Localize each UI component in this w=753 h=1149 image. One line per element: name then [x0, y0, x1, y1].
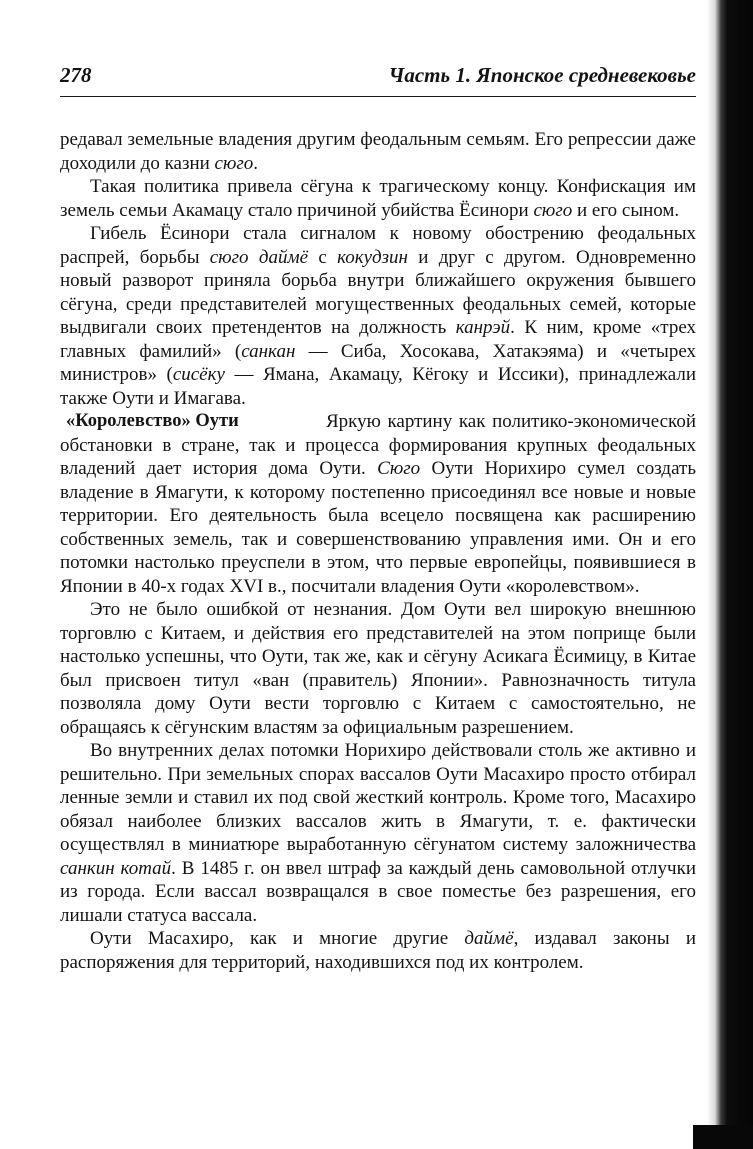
- page-body: [60, 128, 696, 974]
- scan-corner-shadow: [693, 1125, 753, 1149]
- paragraph-3: Гибель Ёсинори стала сигналом к новому обострению феодальных распрей, борьбы сюго даймё с кокудзин и друг с другом. Одновременно новый разворот приняла борьба внутри ближайшего окружения бывшего сёгуна, среди представителей могущественных феодальных семей, которые выдвигали своих претендентов на должность канрэй. К ним, кроме «трех главных фамилий» (санкан — Сиба, Хосокава, Хатакэяма) и «четырех министров» (сисёку — Ямана, Акамацу, Кёгоку и Иссики), принадлежали также Оути и Имагава.: [60, 223, 697, 409]
- paragraph-5: Это не было ошибкой от незнания. Дом Оути вел широкую внешнюю торговлю с Китаем, и действия его представителей на этом поприще были настолько успешны, что Оути, так же, как и сёгуну Асикага Ёсимицу, в Китае был присвоен титул «ван (правитель) Японии». Равнозначность титула позволяла дому Оути вести торговлю с Китаем с самостоятельно, не обращаясь к сёгунским властям за официальным разрешением.: [60, 599, 696, 738]
- sidebar-heading: «Королевство» Оути: [66, 411, 239, 431]
- paragraph-2: Такая политика привела сёгуна к трагическому концу. Конфискация им земель семьи Акамацу стало причиной убийства Ёсинори сюго и его сыном.: [60, 176, 696, 221]
- paragraph-4: «Королевство» Оути Яркую картину как политико-экономической обстановки в стране, так и процесса формирования крупных феодальных владений дает история дома Оути. Сюго Оути Норихиро сумел создать владение в Ямагути, к которому постепенно присоединял все новые и новые территории. Его деятельность была всецело посвящена как расширению собственных земель, так и совершенствованию управления ими. Он и его потомки настолько преуспели в этом, что первые европейцы, появившиеся в Японии в 40-х годах XVI в., посчитали владения Оути «королевством».: [60, 411, 696, 597]
- paragraph-6: Во внутренних делах потомки Норихиро действовали столь же активно и решительно. При земельных спорах вассалов Оути Масахиро просто отбирал ленные земли и ставил их под свой жесткий контроль. Кроме того, Масахиро обязал наиболее близких вассалов жить в Ямагути, т. е. фактически осуществлял в миниатюре выработанную сёгунатом систему заложничества санкин котай. В 1485 г. он ввел штраф за каждый день самовольной отлучки из города. Если вассал возвращался в свое поместье без разрешения, его лишали статуса вассала.: [60, 740, 696, 926]
- page-number: 278: [60, 63, 92, 87]
- scan-edge-shadow: [707, 0, 753, 1149]
- paragraph-7: Оути Масахиро, как и многие другие даймё, издавал законы и распоряжения для территорий, находившихся под их контролем.: [60, 928, 696, 973]
- running-header: [60, 60, 696, 90]
- header-rule: [60, 96, 696, 97]
- running-title: Часть 1. Японское средневековье: [388, 63, 696, 87]
- paragraph-1: редавал земельные владения другим феодальным семьям. Его репрессии даже доходили до казни сюго.: [60, 129, 696, 174]
